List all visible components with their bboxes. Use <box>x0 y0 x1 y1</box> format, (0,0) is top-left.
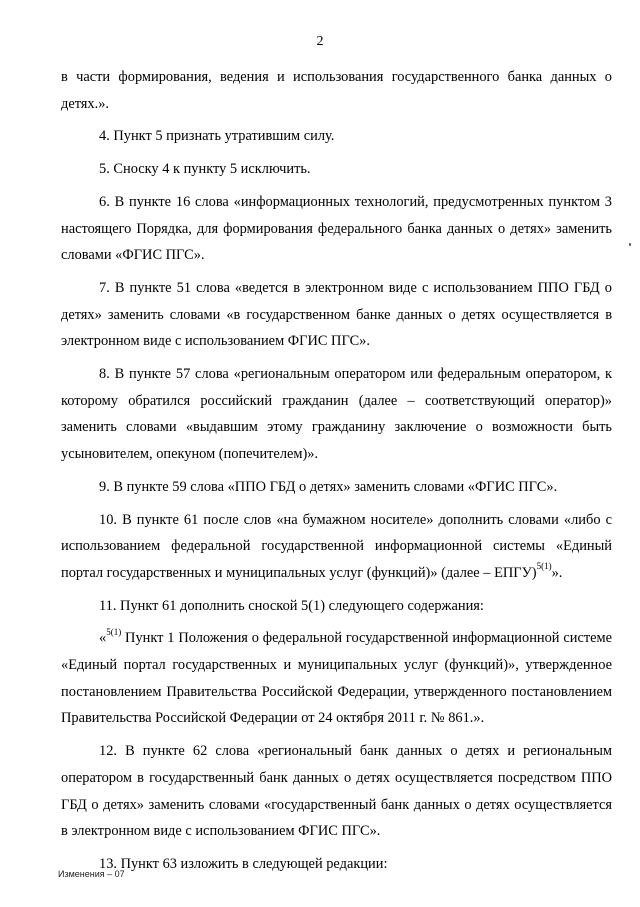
footnote-open-quote: « <box>99 630 107 647</box>
paragraph-item-6: 6. В пункте 16 слова «информационных технологий, предусмотренных пунктом 3 настоящего Порядка, для формирования федерального банка данных о детях» заменить словами «ФГИС ПГС». <box>61 193 612 264</box>
paragraph-item-10-text: 10. В пункте 61 после слов «на бумажном носителе» дополнить словами «либо с использованием федеральной государственной информационной системы «Единый портал государственных и муниципальных услуг (функций)» (далее – ЕПГУ) <box>61 511 612 581</box>
paragraph-item-12: 12. В пункте 62 слова «региональный банк данных о детях и региональным оператором в государственный банк данных о детях осуществляется посредством ППО ГБД о детях» заменить словами «государственный банк данных о детях осуществляется в электронном виде с использованием ФГИС ПГС». <box>61 743 612 840</box>
paragraph-item-5: 5. Сноску 4 к пункту 5 исключить. <box>99 161 311 178</box>
document-body <box>61 64 612 878</box>
paragraph-item-8: 8. В пункте 57 слова «региональным оператором или федеральным оператором, к которому обратился российский гражданин (далее – соответствующий оператор)» заменить словами «выдавшим этому гражданину заключение о возможности быть усыновителем, опекуном (попечителем)». <box>61 366 612 463</box>
paragraph-item-7: 7. В пункте 51 слова «ведется в электронном виде с использованием ППО ГБД о детях» заменить словами «в государственном банке данных о детях осуществляется в электронном виде с использованием ФГИС ПГС». <box>61 279 612 350</box>
footnote-body: Пункт 1 Положения о федеральной государственной информационной системе «Единый портал государственных и муниципальных услуг (функций)», утвержденное постановлением Правительства Российской Федерации, утвержденного постановлением Правительства Российской Федерации от 24 октября 2011 г. № 861.». <box>61 630 612 727</box>
footnote-text <box>61 625 612 732</box>
scan-speck <box>629 243 631 246</box>
paragraph-item-11: 11. Пункт 61 дополнить сноской 5(1) следующего содержания: <box>99 597 484 614</box>
page-number: 2 <box>316 34 324 49</box>
footnote-marker: 5(1) <box>106 626 122 637</box>
footer-revision-mark: Изменения – 07 <box>58 869 125 879</box>
paragraph-item-4: 4. Пункт 5 признать утратившим силу. <box>99 128 335 145</box>
footnote-reference: 5(1) <box>536 561 552 572</box>
paragraph-continuation: в части формирования, ведения и использования государственного банка данных о детях.». <box>61 69 612 112</box>
paragraph-item-9: 9. В пункте 59 слова «ППО ГБД о детях» заменить словами «ФГИС ПГС». <box>99 478 558 495</box>
paragraph-item-10-tail: ». <box>551 564 563 581</box>
paragraph-item-10 <box>61 507 612 587</box>
paragraph-item-13: 13. Пункт 63 изложить в следующей редакции: <box>99 855 388 872</box>
